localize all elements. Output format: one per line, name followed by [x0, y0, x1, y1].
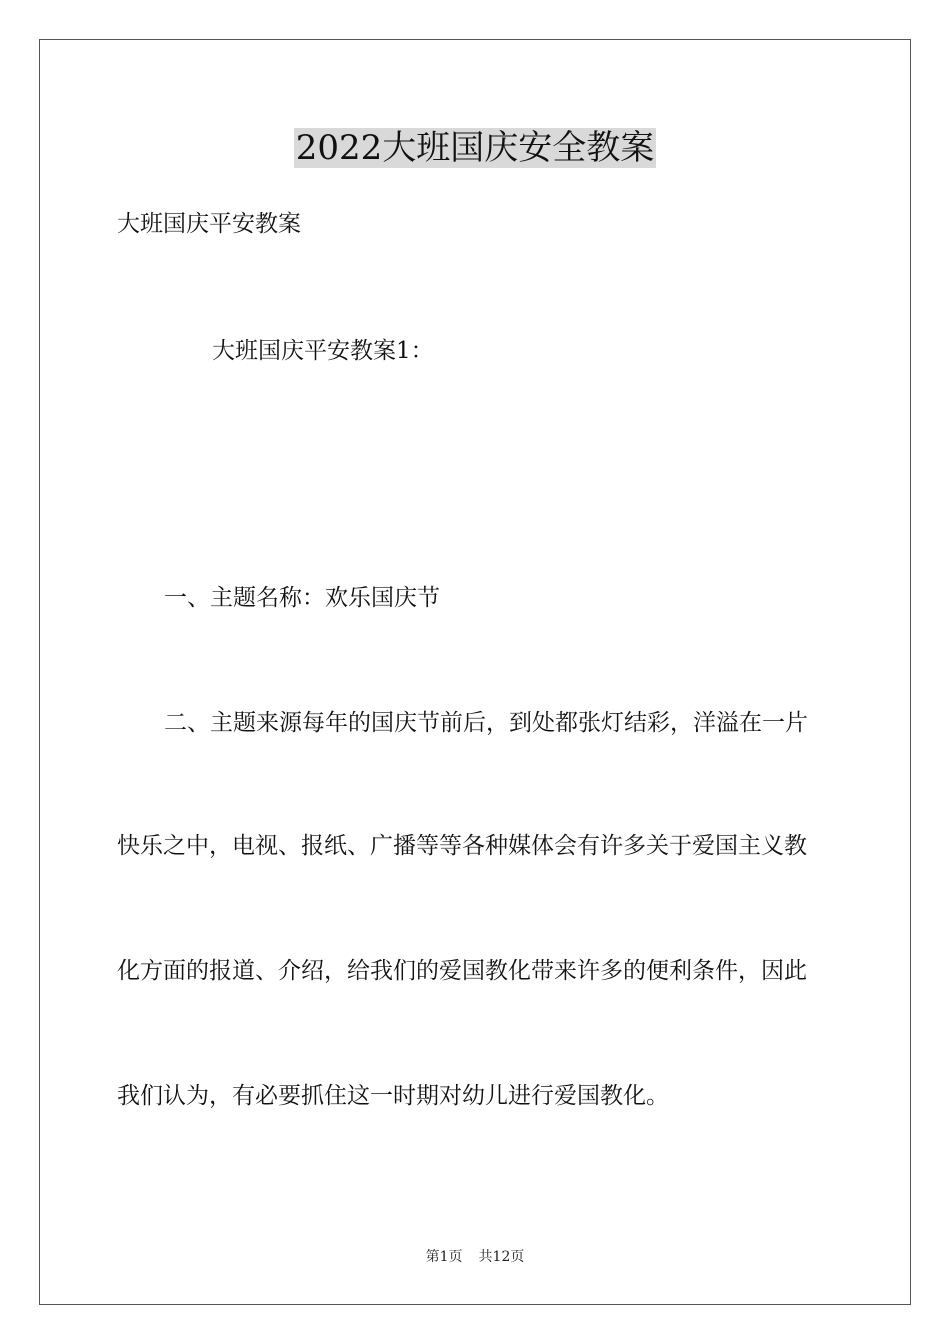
paragraph-line: 二、主题来源每年的国庆节前后，到处都张灯结彩，洋溢在一片 — [164, 710, 808, 736]
page-total: 共12页 — [478, 1249, 525, 1265]
paragraph-line: 我们认为，有必要抓住这一时期对幼儿进行爱国教化。 — [117, 1083, 669, 1109]
document-subtitle: 大班国庆平安教案 — [117, 211, 301, 237]
document-title-text: 2022大班国庆安全教案 — [295, 128, 655, 168]
paragraph-line: 快乐之中，电视、报纸、广播等等各种媒体会有许多关于爱国主义教 — [117, 833, 807, 859]
section-heading: 大班国庆平安教案1： — [212, 338, 434, 364]
document-title — [0, 126, 950, 170]
paragraph-line: 一、主题名称：欢乐国庆节 — [164, 585, 440, 611]
paragraph-line: 化方面的报道、介绍，给我们的爱国教化带来许多的便利条件，因此 — [117, 958, 807, 984]
page-footer — [0, 1248, 950, 1266]
page-number: 第1页 — [425, 1249, 463, 1265]
